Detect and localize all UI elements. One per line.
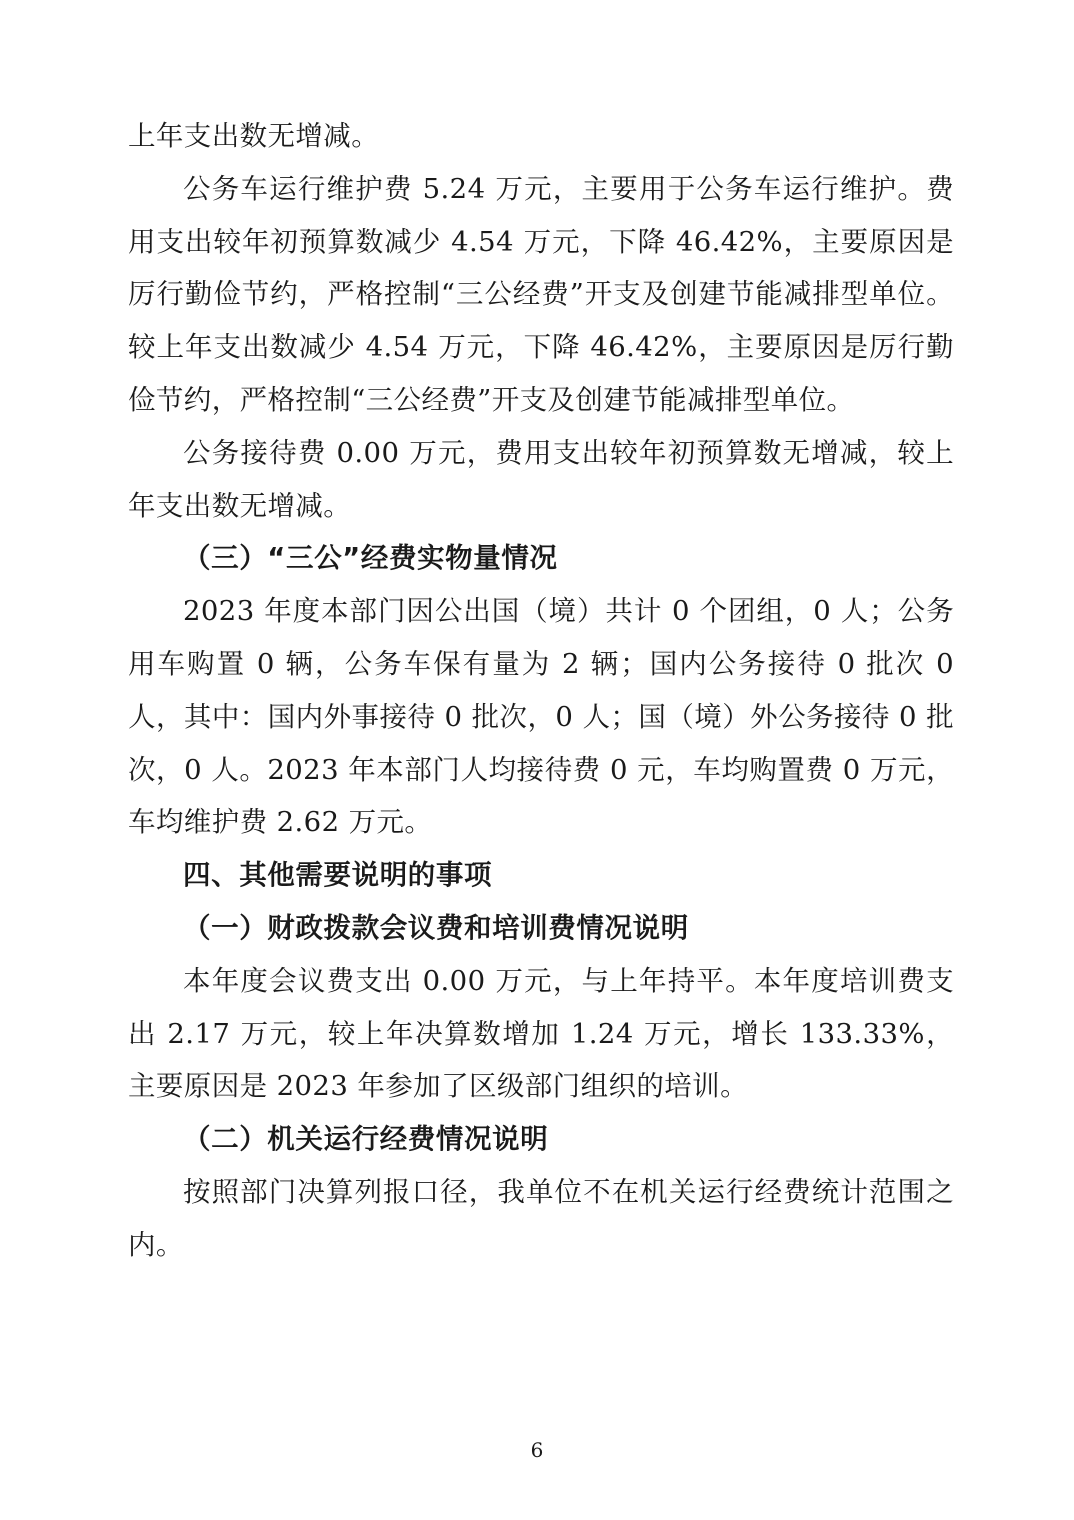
paragraph-agency-operating-details: 按照部门决算列报口径，我单位不在机关运行经费统计范围之内。 bbox=[128, 1175, 954, 1261]
heading-agency-operating-expenses: （二）机关运行经费情况说明 bbox=[183, 1123, 549, 1156]
page-number: 6 bbox=[530, 1438, 544, 1462]
heading-other-matters: 四、其他需要说明的事项 bbox=[183, 859, 493, 892]
heading-three-public-expenses-physical-quantity: （三）“三公”经费实物量情况 bbox=[183, 542, 558, 575]
paragraph-physical-quantity-details: 2023 年度本部门因公出国（境）共计 0 个团组，0 人；公务用车购置 0 辆，公务车保有量为 2 辆；国内公务接待 0 批次 0 人，其中：国内外事接待 0 批次，0 人；国（境）外公务接待 0 批次，0 人。2023 年本部门人均接待费 0 元，车均购置费 0 万元，车均维护费 2.62 万元。 bbox=[128, 595, 954, 839]
heading-meeting-and-training-fees: （一）财政拨款会议费和培训费情况说明 bbox=[183, 911, 689, 944]
paragraph-hospitality-fee: 公务接待费 0.00 万元，费用支出较年初预算数无增减，较上年支出数无增减。 bbox=[128, 436, 954, 522]
paragraph-continuation: 上年支出数无增减。 bbox=[128, 120, 380, 152]
paragraph-vehicle-maintenance-fee: 公务车运行维护费 5.24 万元，主要用于公务车运行维护。费用支出较年初预算数减少 4.54 万元，下降 46.42%，主要原因是厉行勤俭节约，严格控制“三公经费”开支及创建节能减排型单位。较上年支出数减少 4.54 万元，下降 46.42%，主要原因是厉行勤俭节约，严格控制“三公经费”开支及创建节能减排型单位。 bbox=[128, 172, 954, 416]
paragraph-meeting-and-training-details: 本年度会议费支出 0.00 万元，与上年持平。本年度培训费支出 2.17 万元，较上年决算数增加 1.24 万元，增长 133.33%，主要原因是 2023 年参加了区级部门组织的培训。 bbox=[128, 964, 954, 1103]
